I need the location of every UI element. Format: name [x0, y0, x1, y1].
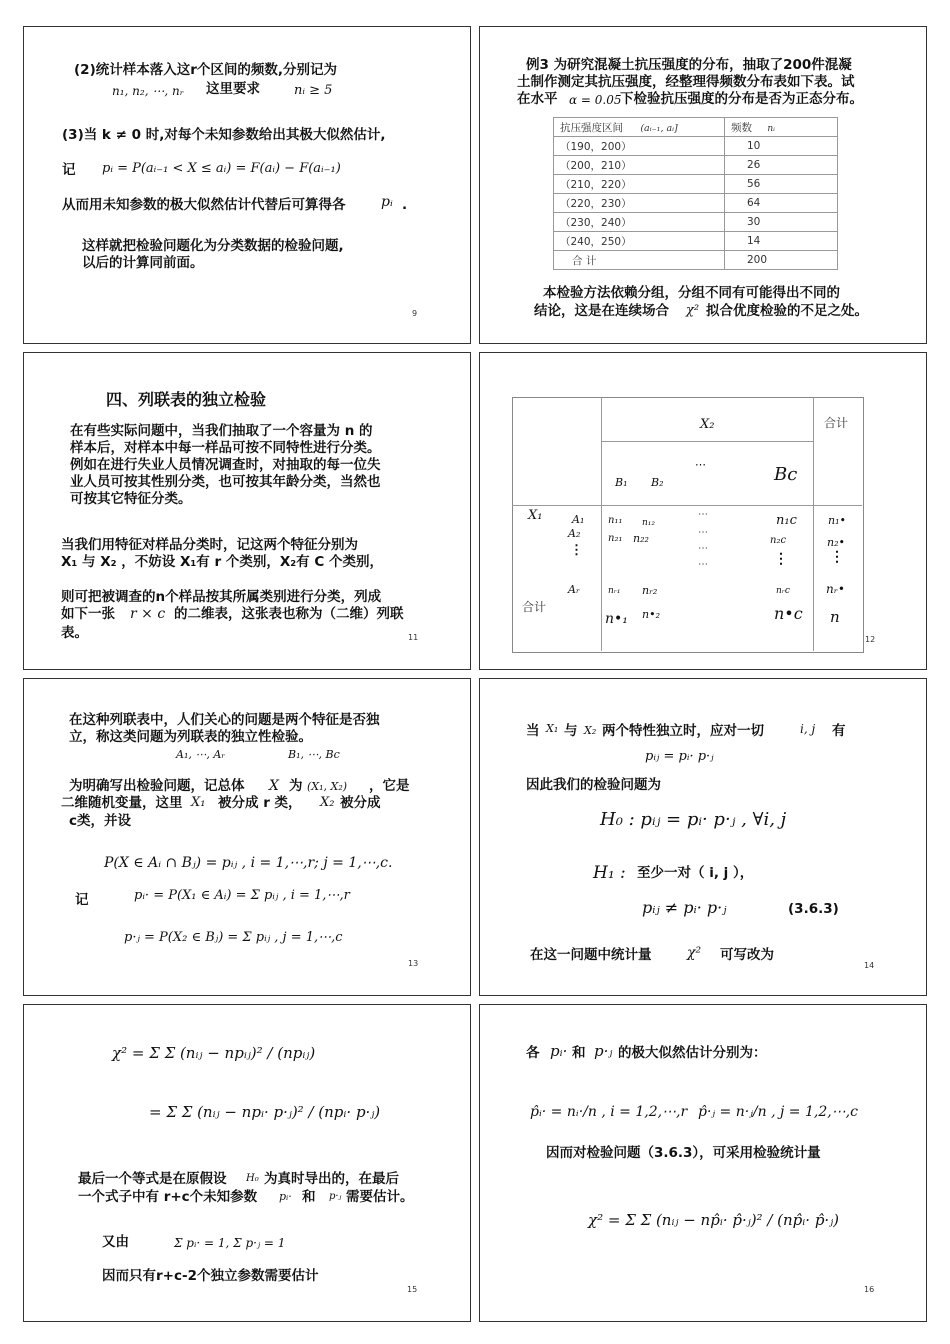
slide15-line2-math1: pᵢ·: [279, 1190, 292, 1203]
table-row: （210，220） 56: [554, 175, 838, 194]
slide15-line3a: 又由: [102, 1234, 129, 1250]
hline-2: [512, 505, 862, 506]
slide9-line6: 以后的计算同前面。: [82, 255, 204, 271]
vline-1: [601, 397, 602, 651]
bc: Bc: [774, 464, 798, 485]
a2: A₂: [568, 527, 581, 540]
nd1: n•₁: [605, 611, 628, 627]
slide10-line3b: 下检验抗压强度的分布是否为正态分布。: [620, 91, 863, 107]
slide14-h1-text: 至少一对（ i, j ），: [637, 865, 754, 881]
n1c: n₁c: [776, 513, 797, 528]
table-row: （220，230） 64: [554, 194, 838, 213]
dots-header: ⋯: [695, 458, 706, 471]
slide10-line2: 土制作测定其抗压强度，经整理得频数分布表如下表。试: [517, 74, 855, 90]
slide10-line5b: 拟合优度检验的不足之处。: [706, 303, 868, 319]
page-number: 11: [408, 633, 419, 642]
table-row: （240，250） 14: [554, 232, 838, 251]
dots-r1: ⋯: [698, 509, 708, 520]
table-header: [554, 118, 838, 137]
nrc: nᵣc: [776, 586, 790, 596]
nr1: nᵣ₁: [608, 586, 621, 596]
slide13-line3a: 为明确写出检验问题，记总体: [69, 778, 245, 794]
slide11-p1-line2: 样本后，对样本中每一样品可按不同特性进行分类。: [70, 440, 381, 456]
n21: n₂₁: [608, 533, 623, 544]
slide16-line1a: 各: [526, 1045, 540, 1061]
nrdot: nᵣ•: [826, 582, 845, 596]
slide13-line3-math: X: [269, 778, 279, 794]
slide13-line4-math2: X₂: [320, 795, 335, 810]
table-row: （200，210） 26: [554, 156, 838, 175]
n12: n₁₂: [642, 518, 656, 528]
slide14-line3-math: χ²: [687, 945, 702, 961]
n2c: n₂c: [770, 535, 787, 546]
slide13-line3c: ，它是: [369, 778, 410, 794]
slide16-formula2: p̂·ⱼ = n·ⱼ/n , j = 1,2,⋯,c: [698, 1104, 858, 1120]
vdots-a: ⋮: [570, 543, 583, 558]
page-number: 12: [865, 635, 876, 644]
page-number: 16: [864, 1285, 875, 1294]
slide15-formula2: = Σ Σ (nᵢⱼ − npᵢ· p·ⱼ)² / (npᵢ· p·ⱼ): [149, 1103, 381, 1121]
slide9-line4-dot: .: [402, 197, 408, 213]
x1-header: X₁: [528, 508, 543, 523]
slide13-formula3: p·ⱼ = P(X₂ ∈ Bⱼ) = Σ pᵢⱼ , j = 1,⋯,c: [124, 930, 343, 945]
header-interval: 抗压强度区间 (aᵢ₋₁, aᵢ]: [554, 118, 725, 137]
page-number: 9: [412, 309, 418, 318]
frequency-table: [553, 117, 838, 270]
slide14-eq-number: (3.6.3): [788, 901, 839, 917]
slide13-line4a: 二维随机变量，这里: [61, 795, 183, 811]
slide15-line4: 因而只有r+c-2个独立参数需要估计: [102, 1268, 319, 1284]
page-number: 14: [864, 961, 875, 970]
slide13-line2: 立，称这类问题为列联表的独立性检验。: [69, 729, 312, 745]
slide9-line4-math: pᵢ: [381, 194, 393, 210]
slide13-line4c: 被分成: [340, 795, 381, 811]
slide-13: [23, 678, 471, 996]
slide14-line1-math2: X₂: [584, 724, 597, 737]
slide14-h0: H₀ : pᵢⱼ = pᵢ· p·ⱼ , ∀i, j: [600, 809, 787, 830]
slide14-formula1: pᵢⱼ = pᵢ· p·ⱼ: [645, 749, 714, 764]
slide13-line5: c类，并设: [69, 813, 132, 829]
slide13-line4-math: X₁: [191, 795, 206, 810]
ar: Aᵣ: [568, 583, 580, 596]
vline-2: [813, 397, 814, 651]
page-number: 15: [407, 1285, 418, 1294]
slide11-p1-line3: 例如在进行失业人员情况调查时，对抽取的每一位失: [70, 457, 381, 473]
a1: A₁: [572, 513, 585, 526]
vdots-c: ⋮: [774, 551, 788, 567]
table-row: 合 计 200: [554, 251, 838, 270]
slide11-p3-math: r × c: [130, 606, 166, 622]
total-row-label: 合计: [522, 600, 547, 614]
b1: B₁: [615, 476, 628, 489]
slide13-line3-math2: (X₁, X₂): [307, 780, 348, 793]
slide-11: [23, 352, 471, 670]
slide10-line3: 在水平: [517, 91, 558, 107]
slide15-line1a: 最后一个等式是在原假设: [78, 1171, 227, 1187]
slide9-line4: 从而用未知参数的极大似然估计代替后可算得各: [62, 197, 346, 213]
slide15-line3-math: Σ pᵢ· = 1, Σ p·ⱼ = 1: [174, 1236, 286, 1250]
slide10-line5-math: χ²: [686, 303, 700, 318]
slide13-line4b: 被分成 r 类，: [218, 795, 302, 811]
slide10-line3-math: α = 0.05: [569, 93, 622, 107]
slide15-line1-math: H₀: [246, 1173, 259, 1184]
slide11-p1-line5: 可按其它特征分类。: [70, 491, 192, 507]
slide15-formula1: χ² = Σ Σ (nᵢⱼ − npᵢⱼ)² / (npᵢⱼ): [112, 1044, 316, 1062]
slide16-line1c: 的极大似然估计分别为：: [618, 1045, 767, 1061]
slide11-title: 四、列联表的独立检验: [106, 390, 267, 409]
slide16-line1b: 和: [572, 1045, 586, 1061]
table-row: （230，240） 30: [554, 213, 838, 232]
slide10-line5a: 结论，这是在连续场合: [534, 303, 669, 319]
page-number: 13: [408, 959, 419, 968]
slide14-line2: 因此我们的检验问题为: [526, 777, 661, 793]
total-header: 合计: [824, 416, 849, 430]
slide14-line1d: 有: [832, 723, 846, 739]
slide9-line3a: 记: [62, 162, 76, 178]
slide11-p3-line1: 则可把被调查的n个样品按其所属类别进行分类，列成: [61, 589, 382, 605]
slide10-line4: 本检验方法依赖分组，分组不同有可能得出不同的: [543, 285, 840, 301]
slide9-line3-math: pᵢ = P(aᵢ₋₁ < X ≤ aᵢ) = F(aᵢ) − F(aᵢ₋₁): [102, 161, 341, 176]
slide11-p1-line4: 业人员可按其性别分类，也可按其年龄分类，当然也: [70, 474, 381, 490]
dots-r3: ⋯: [698, 543, 708, 554]
slide11-p1-line1: 在有些实际问题中，当我们抽取了一个容量为 n 的: [70, 423, 373, 439]
nr2: nᵣ₂: [642, 584, 658, 597]
slide-15: [23, 1004, 471, 1322]
dots-r4: ⋯: [698, 559, 708, 570]
nd2: n•₂: [642, 608, 660, 621]
slide11-p3-line3: 表。: [61, 625, 88, 641]
hline-1: [601, 441, 813, 442]
slide-14: [479, 678, 927, 996]
slide11-p3-line2b: 的二维表，这张表也称为（二维）列联: [174, 606, 404, 622]
slide13-line2-math1: A₁, ⋯, Aᵣ: [176, 748, 226, 761]
ndc: n•c: [774, 604, 803, 623]
slide13-line2-math2: B₁, ⋯, Bc: [288, 748, 340, 761]
slide11-p2-line2: X₁ 与 X₂ ，不妨设 X₁有 r 个类别，X₂有 C 个类别，: [61, 554, 383, 570]
n22: n₂₂: [633, 532, 649, 545]
slide15-line2a: 一个式子中有 r+c个未知参数: [78, 1189, 258, 1205]
n2dot: n₂•: [827, 536, 845, 549]
slide15-line2b: 和: [302, 1189, 316, 1205]
slide14-line1-math3: i, j: [800, 722, 816, 736]
slide13-formula2: pᵢ· = P(X₁ ∈ Aᵢ) = Σ pᵢⱼ , i = 1,⋯,r: [134, 888, 350, 903]
slide14-line1a: 当: [526, 723, 540, 739]
slide14-line3b: 可写改为: [720, 947, 774, 963]
slide13-formula1: P(X ∈ Aᵢ ∩ Bⱼ) = pᵢⱼ , i = 1,⋯,r; j = 1,⋯,c.: [104, 855, 393, 871]
slide16-line1-math2: p·ⱼ: [594, 1042, 613, 1060]
x2-header: X₂: [700, 417, 715, 432]
slide10-line1: 例3 为研究混凝土抗压强度的分布，抽取了200件混凝: [526, 57, 852, 73]
slide13-line1: 在这种列联表中，人们关心的问题是两个特征是否独: [69, 712, 380, 728]
slide15-line2-math2: p·ⱼ: [329, 1191, 342, 1202]
slide13-ji: 记: [75, 892, 89, 908]
slide9-line5: 这样就把检验问题化为分类数据的检验问题,: [82, 238, 344, 254]
b2: B₂: [651, 476, 664, 489]
n1dot: n₁•: [828, 514, 846, 527]
table-row: （190，200） 10: [554, 137, 838, 156]
slide9-line1-math: n₁, n₂, ⋯, nᵣ: [112, 84, 184, 98]
slide9-line1c: nᵢ ≥ 5: [294, 83, 333, 98]
slide9-line2: (3)当 k ≠ 0 时,对每个未知参数给出其极大似然估计,: [62, 127, 386, 143]
slide9-line1b: 这里要求: [206, 81, 260, 97]
slide-9: [23, 26, 471, 344]
slide13-line3b: 为: [289, 778, 303, 794]
contingency-table: [512, 397, 864, 653]
slide15-line2c: 需要估计。: [346, 1189, 414, 1205]
slide-12: [479, 352, 927, 670]
slide16-line1-math1: pᵢ·: [550, 1042, 568, 1060]
slide14-line1c: 两个特性独立时，应对一切: [602, 723, 764, 739]
n-total: n: [830, 608, 840, 626]
slide14-line1b: 与: [564, 723, 578, 739]
slide11-p3-line2a: 如下一张: [61, 606, 115, 622]
n11: n₁₁: [608, 515, 623, 526]
slide16-formula1: p̂ᵢ· = nᵢ·/n , i = 1,2,⋯,r: [530, 1104, 688, 1120]
dots-r2: ⋯: [698, 527, 708, 538]
slide16-formula3: χ² = Σ Σ (nᵢⱼ − np̂ᵢ· p̂·ⱼ)² / (np̂ᵢ· p̂·ⱼ): [588, 1211, 840, 1229]
slide14-line3a: 在这一问题中统计量: [530, 947, 652, 963]
slide16-line2: 因而对检验问题（3.6.3），可采用检验统计量: [546, 1145, 821, 1161]
slide9-line1: (2)统计样本落入这r个区间的频数,分别记为: [74, 62, 338, 78]
vdots-total: ⋮: [830, 549, 844, 565]
header-frequency: 频数 nᵢ: [725, 118, 838, 137]
slide15-line1b: 为真时导出的，在最后: [264, 1171, 399, 1187]
slide11-p2-line1: 当我们用特征对样品分类时，记这两个特征分别为: [61, 537, 358, 553]
slide-16: [479, 1004, 927, 1322]
slide14-line1-math1: X₁: [546, 722, 559, 735]
slide14-h1: H₁ :: [593, 863, 626, 883]
slide-10: [479, 26, 927, 344]
slide14-h1-formula: pᵢⱼ ≠ pᵢ· p·ⱼ: [642, 898, 727, 917]
